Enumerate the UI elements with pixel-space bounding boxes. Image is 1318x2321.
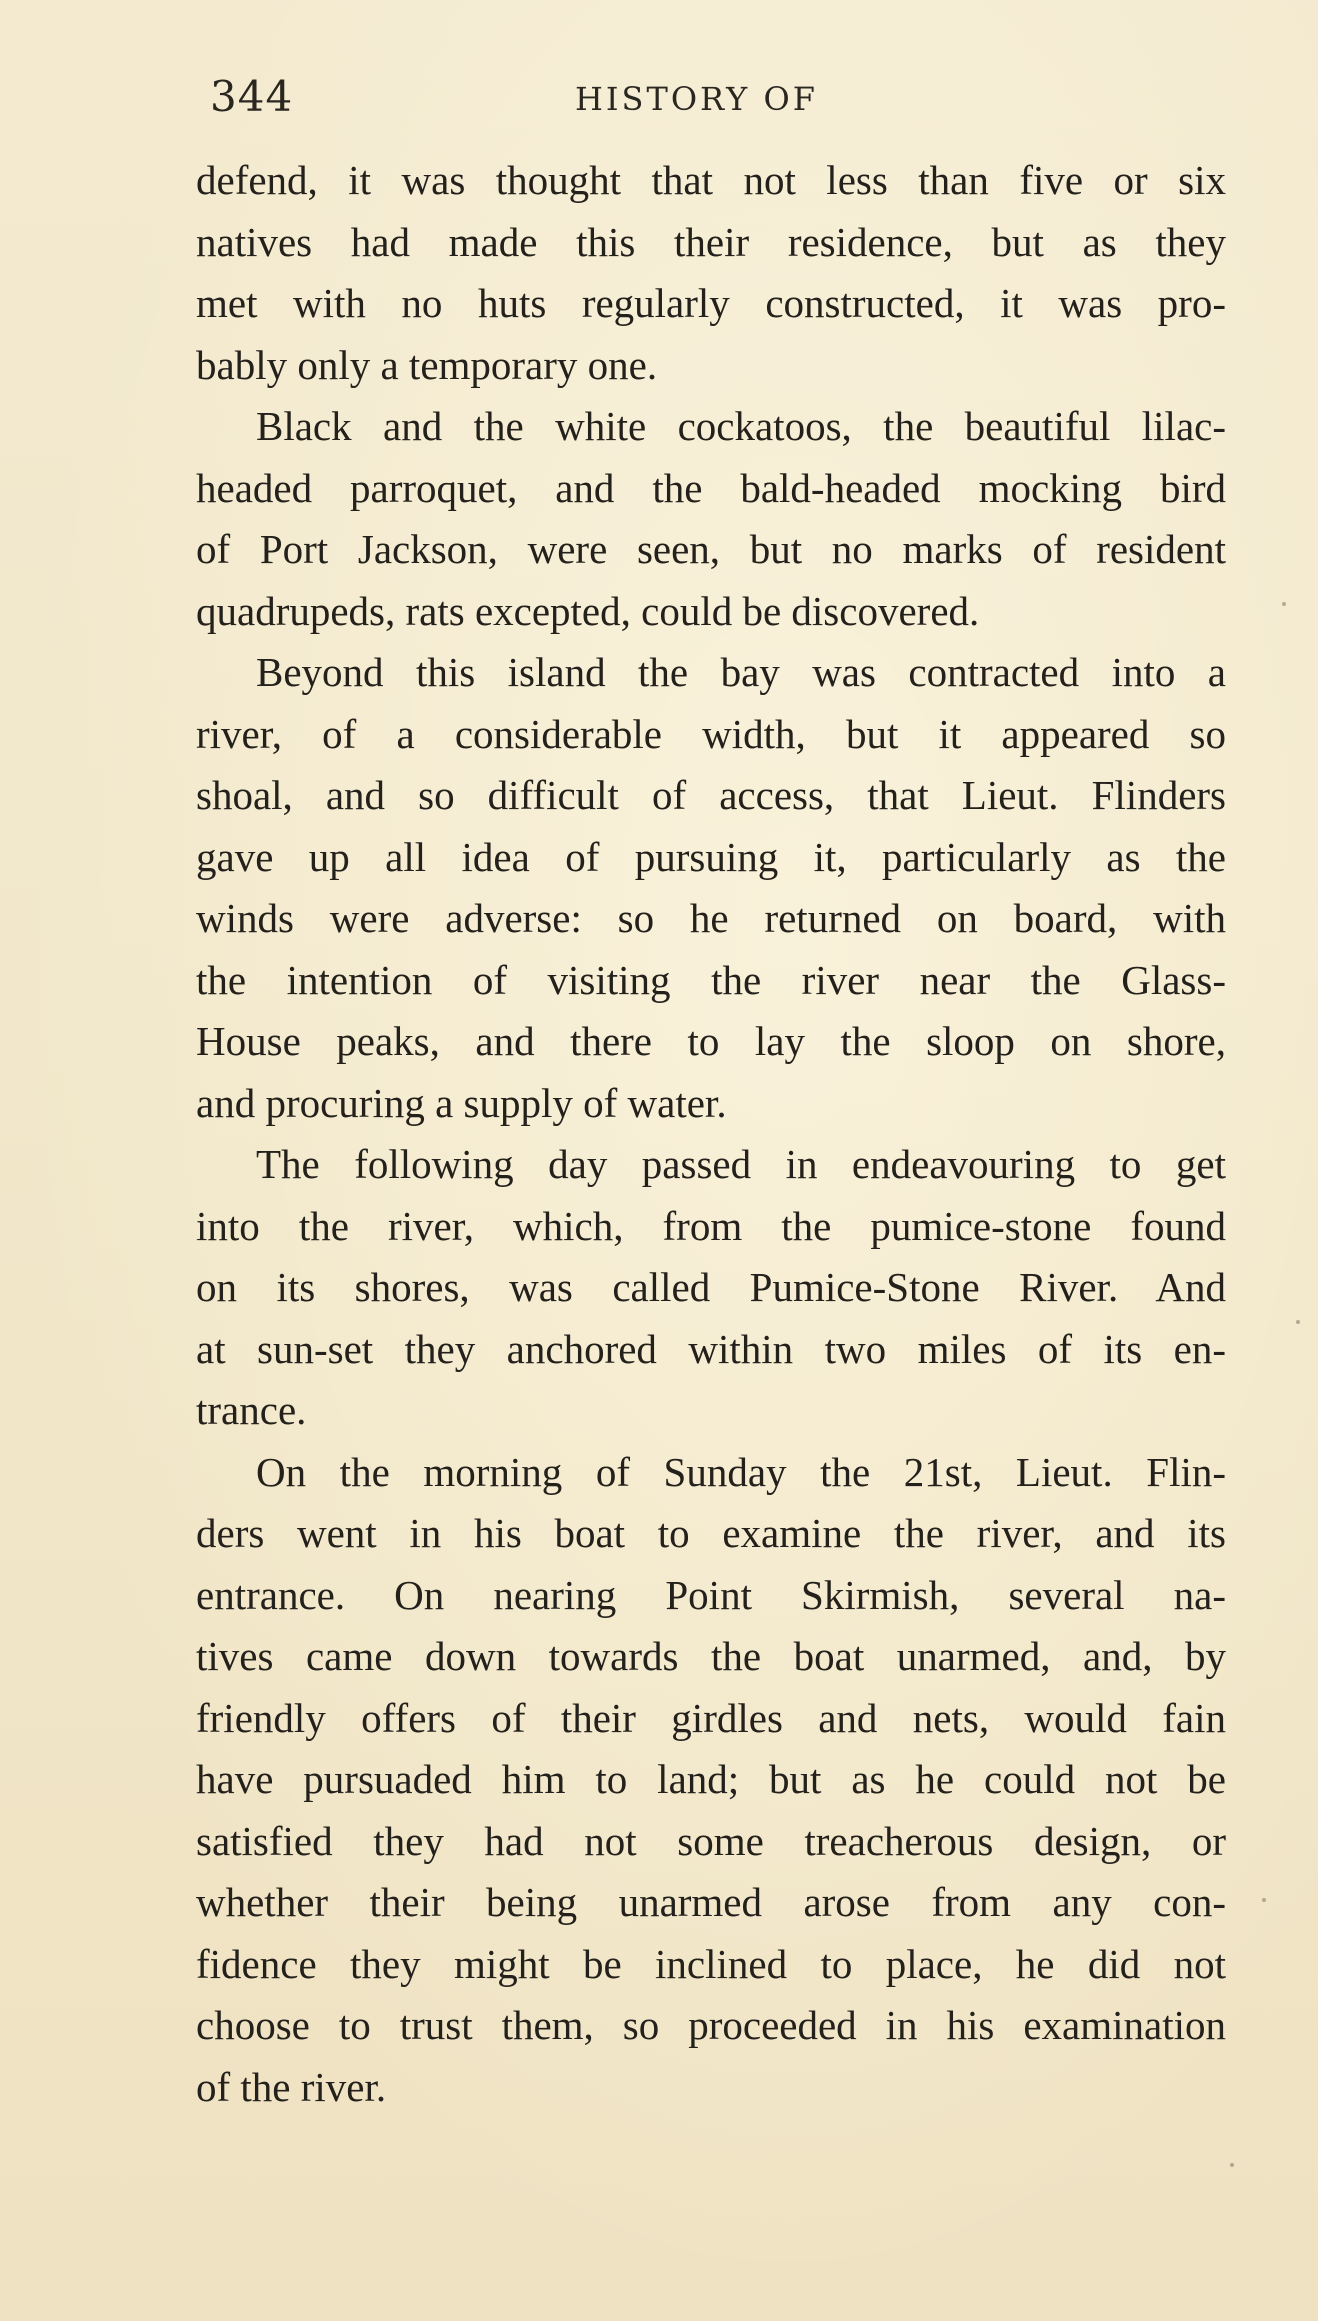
text-line: on its shores, was called Pumice-Stone River. And bbox=[196, 1264, 1226, 1310]
text-line: quadrupeds, rats excepted, could be discovered. bbox=[196, 587, 980, 634]
text-line: entrance. On nearing Point Skirmish, several na- bbox=[196, 1571, 1226, 1618]
text-line: Beyond this island the bay was contracted into a bbox=[256, 649, 1226, 695]
text-line: gave up all idea of pursuing it, particularly as the bbox=[196, 833, 1226, 880]
paper-speck bbox=[1262, 1898, 1266, 1902]
paper-speck bbox=[1230, 2163, 1234, 2167]
text-line: headed parroquet, and the bald-headed mocking bird bbox=[196, 464, 1226, 511]
text-line: defend, it was thought that not less than five or six bbox=[196, 157, 1226, 203]
running-head: HISTORY OF bbox=[575, 80, 818, 118]
paper-speck bbox=[1282, 602, 1286, 606]
paragraph bbox=[196, 642, 1226, 1134]
text-line: choose to trust them, so proceeded in his examination bbox=[196, 2002, 1226, 2048]
text-line: fidence they might be inclined to place, he did not bbox=[196, 1940, 1226, 1987]
text-line: into the river, which, from the pumice-stone found bbox=[196, 1202, 1226, 1249]
text-line: satisfied they had not some treacherous design, or bbox=[196, 1817, 1226, 1864]
page-header bbox=[200, 72, 1160, 132]
text-line: whether their being unarmed arose from any con- bbox=[196, 1879, 1226, 1925]
text-line: at sun-set they anchored within two miles of its en- bbox=[196, 1325, 1226, 1372]
text-line: trance. bbox=[196, 1387, 307, 1433]
text-line: have pursuaded him to land; but as he could not be bbox=[196, 1756, 1226, 1802]
paper-speck bbox=[1296, 1320, 1300, 1324]
paragraph bbox=[196, 396, 1226, 642]
text-line: of the river. bbox=[196, 2063, 387, 2110]
text-line: river, of a considerable width, but it appeared so bbox=[196, 710, 1226, 757]
paragraph bbox=[196, 1442, 1226, 2119]
text-line: winds were adverse: so he returned on board, with bbox=[196, 895, 1226, 941]
text-line: friendly offers of their girdles and nets, would fain bbox=[196, 1694, 1226, 1741]
page-number: 344 bbox=[210, 72, 294, 121]
text-line: Black and the white cockatoos, the beautiful lilac- bbox=[256, 403, 1226, 449]
paragraph bbox=[196, 1134, 1226, 1442]
text-line: bably only a temporary one. bbox=[196, 341, 658, 388]
text-line: natives had made this their residence, but as they bbox=[196, 218, 1226, 265]
body-text bbox=[196, 150, 1226, 2118]
text-line: The following day passed in endeavouring to get bbox=[256, 1141, 1226, 1187]
text-line: shoal, and so difficult of access, that Lieut. Flinders bbox=[196, 772, 1226, 818]
text-line: met with no huts regularly constructed, it was pro- bbox=[196, 280, 1226, 326]
text-line: and procuring a supply of water. bbox=[196, 1079, 727, 1126]
text-line: On the morning of Sunday the 21st, Lieut. Flin- bbox=[256, 1448, 1226, 1495]
text-line: House peaks, and there to lay the sloop on shore, bbox=[196, 1018, 1226, 1064]
text-line: the intention of visiting the river near the Glass- bbox=[196, 956, 1226, 1003]
text-line: of Port Jackson, were seen, but no marks of resident bbox=[196, 526, 1226, 572]
paragraph bbox=[196, 150, 1226, 396]
text-line: ders went in his boat to examine the river, and its bbox=[196, 1510, 1226, 1556]
text-line: tives came down towards the boat unarmed, and, by bbox=[196, 1633, 1226, 1679]
